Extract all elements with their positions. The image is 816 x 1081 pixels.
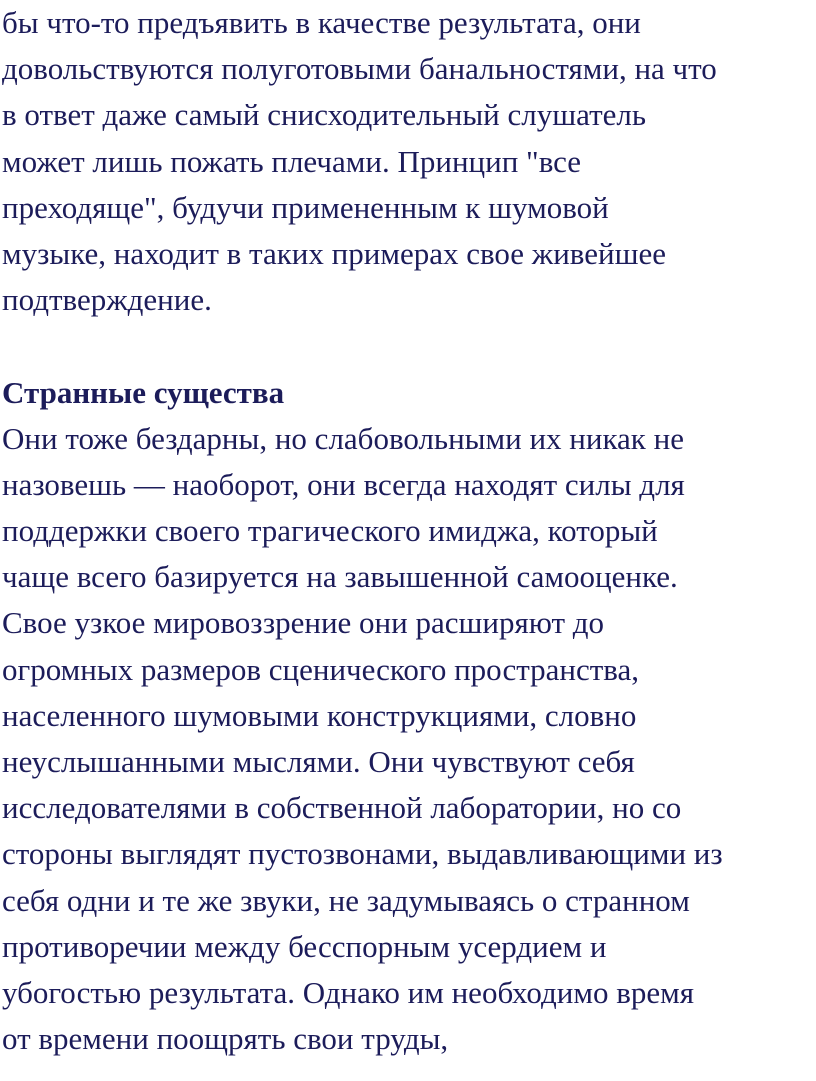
text-line: назовешь — наоборот, они всегда находят силы для bbox=[2, 466, 685, 502]
text-line: чаще всего базируется на завышенной самооценке. bbox=[2, 559, 678, 595]
text-line: может лишь пожать плечами. Принцип "все bbox=[2, 143, 582, 179]
text-line: стороны выглядят пустозвонами, выдавливающими из bbox=[2, 836, 723, 872]
text-line: неуслышанными мыслями. Они чувствуют себя bbox=[2, 744, 635, 779]
text-line: довольствуются полуготовыми банальностями, на что bbox=[2, 51, 717, 87]
paragraph-1 bbox=[2, 0, 816, 323]
text-line: поддержки своего трагического имиджа, который bbox=[2, 513, 658, 549]
paragraph-spacer bbox=[2, 323, 816, 369]
text-line: себя одни и те же звуки, не задумываясь о странном bbox=[2, 882, 690, 918]
text-line: от времени поощрять свои труды, bbox=[2, 1021, 449, 1057]
text-line: огромных размеров сценического пространства, bbox=[2, 651, 640, 687]
section-heading: Странные существа bbox=[2, 374, 285, 410]
text-line: подтверждение. bbox=[2, 282, 212, 318]
text-line: исследователями в собственной лаборатории, но со bbox=[2, 790, 682, 826]
text-line: убогостью результата. Однако им необходимо время bbox=[2, 974, 694, 1010]
text-line: Они тоже бездарны, но слабовольными их никак не bbox=[2, 420, 684, 456]
text-line: противоречии между бесспорным усердием и bbox=[2, 928, 607, 964]
text-line: Свое узкое мировоззрение они расширяют до bbox=[2, 605, 605, 641]
paragraph-2 bbox=[2, 416, 816, 1063]
text-line: преходяще", будучи примененным к шумовой bbox=[2, 189, 609, 225]
text-line: населенного шумовыми конструкциями, словно bbox=[2, 697, 637, 733]
text-line: в ответ даже самый снисходительный слушатель bbox=[2, 97, 646, 133]
text-line: музыке, находит в таких примерах свое живейшее bbox=[2, 235, 666, 271]
text-line: бы что-то предъявить в качестве результата, они bbox=[2, 5, 641, 40]
